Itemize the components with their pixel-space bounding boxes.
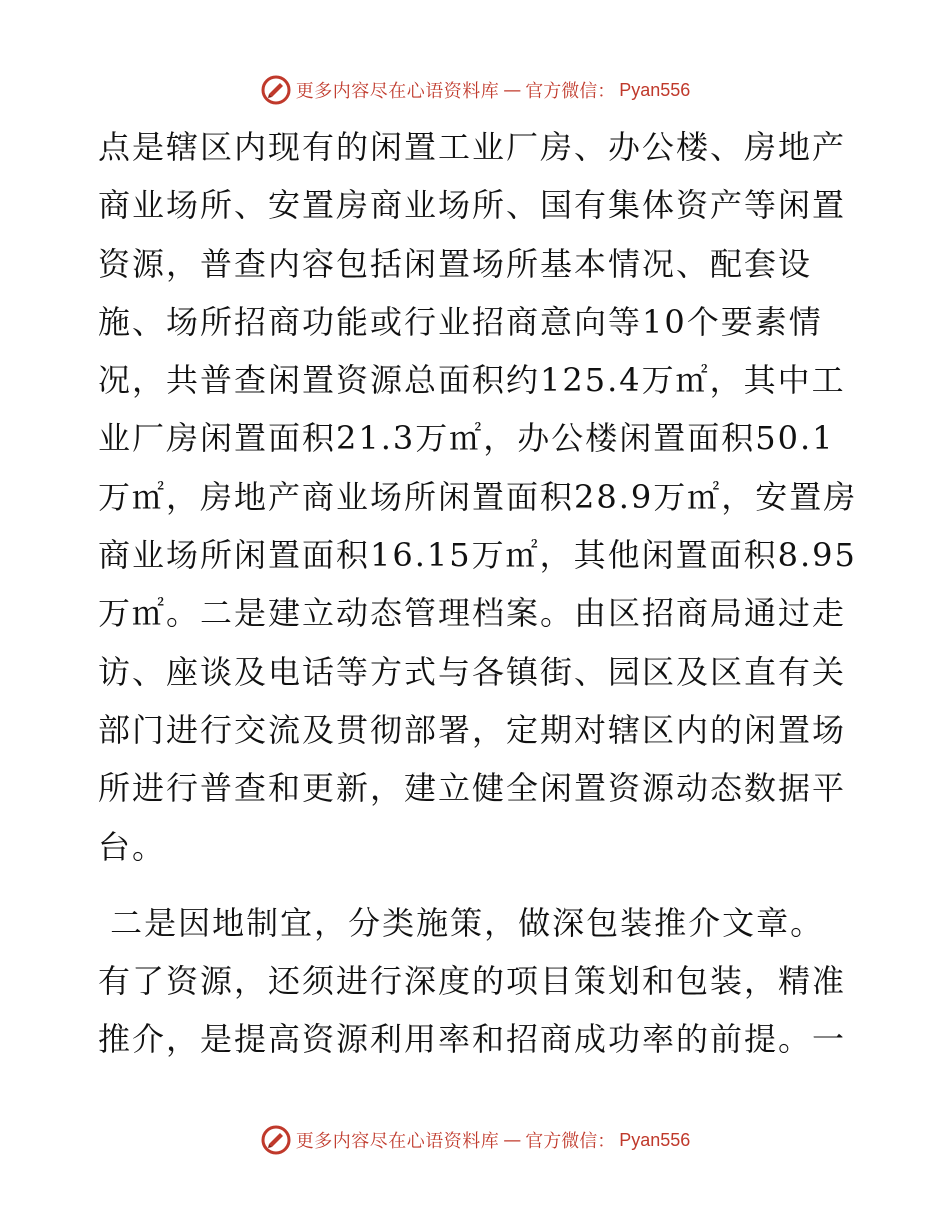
header-banner <box>0 74 950 106</box>
document-body <box>98 118 858 1069</box>
banner-wechat-id: Pyan556 <box>619 79 691 100</box>
banner-wechat-label: 官方微信： <box>525 1131 616 1152</box>
banner-wechat-label: 官方微信： <box>525 81 616 102</box>
book-quill-icon <box>260 74 292 106</box>
banner-wechat-id: Pyan556 <box>619 1129 691 1150</box>
banner-main-text: 更多内容尽在心语资料库 <box>295 81 500 102</box>
book-quill-icon <box>260 1124 292 1156</box>
banner-separator: — <box>503 79 522 101</box>
banner-main-text: 更多内容尽在心语资料库 <box>295 1131 500 1152</box>
footer-banner <box>0 1124 950 1156</box>
paragraph-1: 点是辖区内现有的闲置工业厂房、办公楼、房地产商业场所、安置房商业场所、国有集体资产等闲置资源，普查内容包括闲置场所基本情况、配套设施、场所招商功能或行业招商意向等10个要素情况，共普查闲置资源总面积约125.4万㎡，其中工业厂房闲置面积21.3万㎡，办公楼闲置面积50.1万㎡，房地产商业场所闲置面积28.9万㎡，安置房商业场所闲置面积16.15万㎡，其他闲置面积8.95万㎡。二是建立动态管理档案。由区招商局通过走访、座谈及电话等方式与各镇街、园区及区直有关部门进行交流及贯彻部署，定期对辖区内的闲置场所进行普查和更新，建立健全闲置资源动态数据平台。 <box>98 128 858 866</box>
paragraph-2: 二是因地制宜，分类施策，做深包装推介文章。有了资源，还须进行深度的项目策划和包装，精准推介，是提高资源利用率和招商成功率的前提。一 <box>98 903 847 1059</box>
banner-separator: — <box>503 1129 522 1151</box>
